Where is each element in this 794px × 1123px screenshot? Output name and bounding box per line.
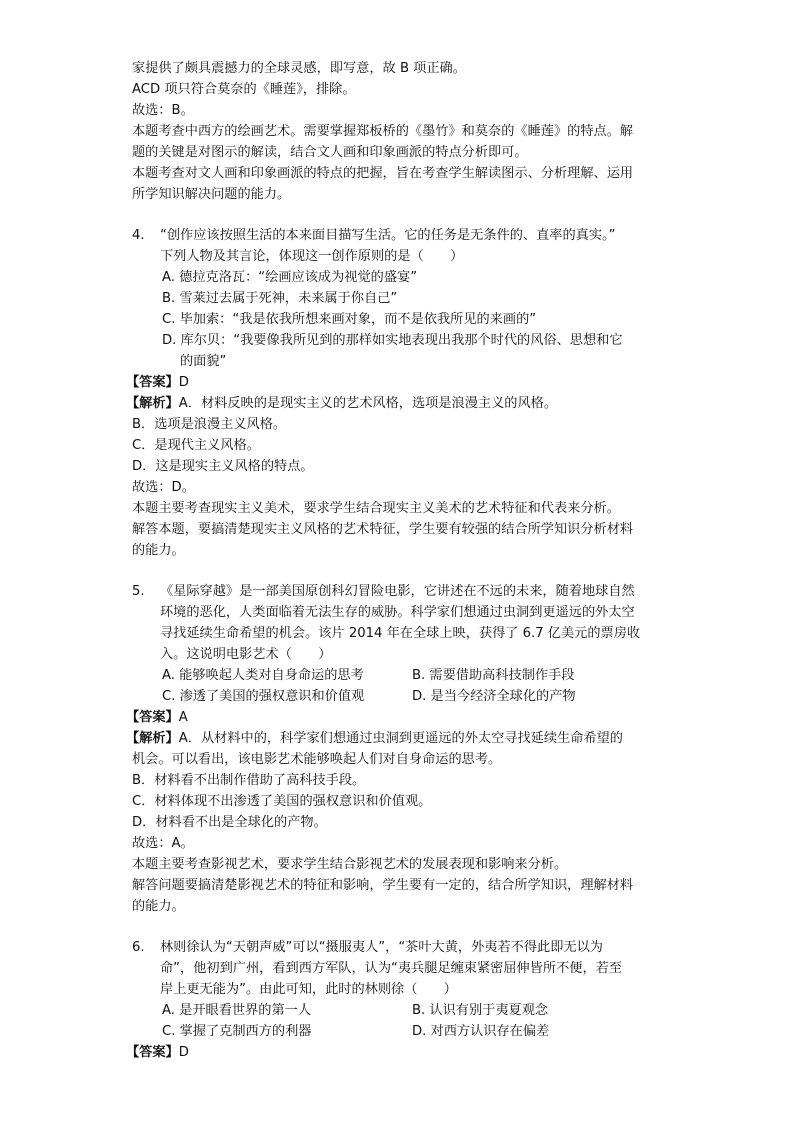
- answer-line: [126, 707, 672, 728]
- intro-line: ACD 项只符合莫奈的《睡莲》，排除。: [132, 82, 356, 97]
- answer-tag: 【答案】: [126, 710, 179, 725]
- question-6: [126, 937, 672, 1063]
- answer-value: D: [178, 375, 189, 390]
- intro-line: 本题考查对文人画和印象画派的特点的把握，旨在考查学生解读图示、分析理解、运用: [132, 166, 634, 181]
- question-text: “创作应该按照生活的本来面目描写生活。它的任务是无条件的、直率的真实。”: [160, 228, 616, 243]
- analysis-line: 解答本题，要搞清楚现实主义风格的艺术特征，学生要有较强的结合所学知识分析材料: [132, 522, 634, 537]
- analysis-line: [126, 393, 672, 414]
- intro-line: 题的关键是对图示的解读，结合文人画和印象画派的特点分析即可。: [132, 145, 528, 160]
- question-text: 寻找延续生命希望的机会。该片 2014 年在全球上映，获得了 6.7 亿美元的票房收: [160, 626, 641, 641]
- analysis-line: 机会。可以看出，该电影艺术能够唤起人们对自身命运的思考。: [132, 752, 502, 767]
- intro-section: [132, 58, 672, 205]
- question-4: [126, 225, 672, 561]
- answer-tag: 【答案】: [126, 1045, 179, 1060]
- analysis-line: C．材料体现不出渗透了美国的强权意识和价值观。: [132, 794, 432, 809]
- answer-value: A: [178, 710, 188, 725]
- option-a: A. 德拉克洛瓦：“绘画应该成为视觉的盛宴”: [162, 270, 418, 285]
- analysis-line: 的能力。: [132, 543, 185, 558]
- option-b: B. 雪莱过去属于死神，未来属于你自己”: [162, 291, 398, 306]
- analysis-line: B．选项是浪漫主义风格。: [132, 417, 287, 432]
- question-text: 林则徐认为“天朝声威”可以“摄服夷人”，“茶叶大黄，外夷若不得此即无以为: [160, 940, 603, 955]
- question-stem-line: [132, 225, 672, 246]
- answer-value: D: [178, 1045, 189, 1060]
- option-c: C. 毕加索：“我是依我所想来画对象，而不是依我所见的来画的”: [162, 312, 537, 327]
- analysis-text: A．材料反映的是现实主义的艺术风格，选项是浪漫主义的风格。: [178, 396, 558, 411]
- analysis-line: 解答问题要搞清楚影视艺术的特征和影响，学生要有一定的，结合所学知识，理解材料: [132, 878, 634, 893]
- analysis-line: [126, 728, 672, 749]
- question-stem-line: [132, 937, 672, 958]
- answer-tag: 【答案】: [126, 375, 179, 390]
- intro-line: 故选：B。: [132, 103, 194, 118]
- question-text: 岸上更无能为”。由此可知，此时的林则徐（ ）: [160, 982, 457, 997]
- question-text: 下列人物及其言论，体现这一创作原则的是（ ）: [160, 249, 464, 264]
- options-row: [132, 665, 672, 686]
- analysis-line: 本题主要考查现实主义美术，要求学生结合现实主义美术的艺术特征和代表来分析。: [132, 501, 620, 516]
- options-row: [132, 1000, 672, 1021]
- analysis-text: A．从材料中的，科学家们想通过虫洞到更遥远的外太空寻找延续生命希望的: [178, 731, 623, 746]
- intro-line: 所学知识解决问题的能力。: [132, 187, 291, 202]
- option-c: C. 渗透了美国的强权意识和价值观: [162, 689, 365, 704]
- option-d-continued: 的面貌”: [180, 354, 227, 369]
- intro-line: 本题考查中西方的绘画艺术。需要掌握郑板桥的《墨竹》和莫奈的《睡莲》的特点。解: [132, 124, 634, 139]
- intro-line: 家提供了颇具震撼力的全球灵感，即写意，故 B 项正确。: [132, 61, 466, 76]
- option-d: D. 是当今经济全球化的产物: [412, 689, 576, 704]
- question-text: 环境的恶化，人类面临着无法生存的威胁。科学家们想通过虫洞到更遥远的外太空: [160, 605, 635, 620]
- answer-line: [126, 372, 672, 393]
- analysis-line: D．材料看不出是全球化的产物。: [132, 815, 327, 830]
- question-number: 4.: [132, 228, 145, 243]
- analysis-line: B．材料看不出制作借助了高科技手段。: [132, 773, 366, 788]
- question-5: [126, 581, 672, 917]
- analysis-line: C．是现代主义风格。: [132, 438, 260, 453]
- options-row: [132, 1021, 672, 1042]
- answer-line: [126, 1042, 672, 1063]
- option-c: C. 掌握了克制西方的利器: [162, 1024, 312, 1039]
- question-text: 入。这说明电影艺术（ ）: [160, 647, 332, 662]
- option-a: A. 是开眼看世界的第一人: [162, 1003, 312, 1018]
- analysis-tag: 【解析】: [126, 396, 179, 411]
- analysis-line: D．这是现实主义风格的特点。: [132, 459, 314, 474]
- question-number: 6.: [132, 940, 145, 955]
- options-row: [132, 686, 672, 707]
- question-text: 命”，他初到广州，看到西方军队，认为“夷兵腿足缠束紧密屈伸皆所不便，若至: [160, 961, 623, 976]
- analysis-line: 的能力。: [132, 899, 185, 914]
- analysis-line: 故选：D。: [132, 480, 195, 495]
- option-d: D. 库尔贝：“我要像我所见到的那样如实地表现出我那个时代的风俗、思想和它: [162, 333, 623, 348]
- analysis-line: 本题主要考查影视艺术，要求学生结合影视艺术的发展表现和影响来分析。: [132, 857, 568, 872]
- question-text: 《星际穿越》是一部美国原创科幻冒险电影，它讲述在不远的未来，随着地球自然: [160, 584, 635, 599]
- question-stem-line: [132, 581, 672, 602]
- analysis-line: 故选：A。: [132, 836, 194, 851]
- analysis-tag: 【解析】: [126, 731, 179, 746]
- option-b: B. 需要借助高科技制作手段: [412, 668, 575, 683]
- question-number: 5.: [132, 584, 145, 599]
- option-a: A. 能够唤起人类对自身命运的思考: [162, 668, 364, 683]
- option-d: D. 对西方认识存在偏差: [412, 1024, 550, 1039]
- option-b: B. 认识有别于夷夏观念: [412, 1003, 549, 1018]
